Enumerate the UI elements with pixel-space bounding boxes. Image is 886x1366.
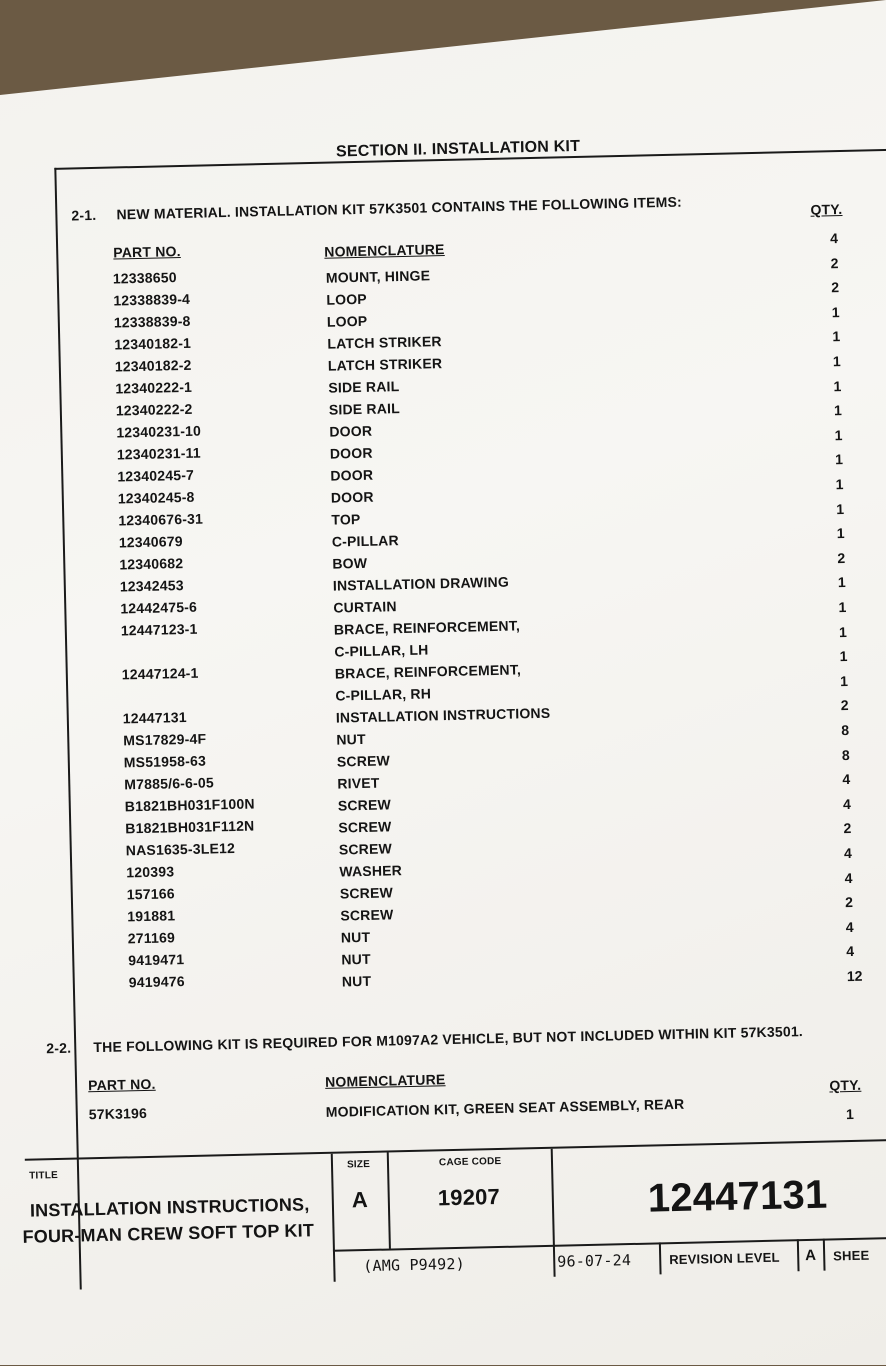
divider — [659, 1242, 662, 1274]
nomenclature: RIVET — [337, 774, 380, 792]
nomenclature: SCREW — [336, 752, 391, 770]
qty-value: 4 — [845, 918, 854, 935]
part-no-header: PART NO. — [113, 242, 181, 261]
paragraph-2-2-number: 2-2. — [46, 1039, 72, 1057]
qty-value: 12 — [846, 967, 863, 985]
part-number: 12447123-1 — [120, 620, 198, 639]
nomenclature: LATCH STRIKER — [327, 355, 443, 374]
divider — [551, 1149, 556, 1277]
cage-code-value: 19207 — [437, 1183, 501, 1211]
paragraph-2-1-number: 2-1. — [71, 206, 97, 224]
qty-value: 2 — [837, 549, 846, 566]
qty-value: 1 — [833, 402, 842, 419]
title-line-2: FOUR-MAN CREW SOFT TOP KIT — [22, 1220, 315, 1247]
qty-value: 4 — [842, 771, 851, 788]
nomenclature: NUT — [336, 730, 366, 748]
nomenclature: DOOR — [329, 444, 373, 462]
divider — [797, 1239, 800, 1271]
qty-value: 4 — [844, 869, 853, 886]
part-number: 9419471 — [128, 951, 185, 969]
part-number: 12338650 — [112, 269, 177, 287]
part-number: 9419476 — [128, 973, 185, 991]
nomenclature-continued: C-PILLAR, RH — [335, 685, 432, 704]
nomenclature: INSTALLATION INSTRUCTIONS — [335, 704, 551, 726]
nomenclature: LATCH STRIKER — [327, 333, 442, 352]
part-number: 12340182-2 — [114, 356, 192, 375]
divider — [333, 1236, 886, 1252]
part-number: 12340231-11 — [116, 444, 201, 463]
qty-value: 2 — [843, 820, 852, 837]
qty-value: 1 — [832, 353, 841, 370]
nomenclature: DOOR — [329, 422, 373, 440]
nomenclature: SIDE RAIL — [328, 400, 401, 418]
qty-value: 8 — [841, 746, 850, 763]
qty-value: 2 — [830, 254, 839, 271]
qty-value: 1 — [834, 426, 843, 443]
qty-value: 1 — [836, 525, 845, 542]
kit-qty: 1 — [845, 1105, 855, 1123]
nomenclature: DOOR — [330, 466, 374, 484]
nomenclature: CURTAIN — [333, 598, 397, 616]
part-number: B1821BH031F112N — [125, 817, 255, 837]
qty-value: 1 — [837, 574, 846, 591]
title-label: TITLE — [29, 1170, 59, 1182]
qty-value: 1 — [839, 648, 848, 665]
revision-level-value: A — [804, 1246, 817, 1265]
qty-value: 1 — [834, 451, 844, 468]
part-number: 12340222-2 — [115, 400, 193, 419]
part-no-header-2: PART NO. — [87, 1075, 156, 1094]
size-label: SIZE — [346, 1158, 371, 1171]
qty-value: 1 — [833, 377, 842, 394]
paragraph-2-1-heading: NEW MATERIAL. INSTALLATION KIT 57K3501 CONTAINS THE FOLLOWING ITEMS: — [116, 193, 683, 223]
qty-header: QTY. — [810, 200, 843, 218]
part-number: 12338839-4 — [113, 290, 191, 309]
divider — [823, 1239, 826, 1271]
part-number: 12340222-1 — [115, 378, 193, 397]
qty-value: 4 — [846, 943, 855, 960]
qty-value: 1 — [836, 500, 845, 517]
drawing-number: 12447131 — [647, 1172, 828, 1221]
qty-value: 4 — [829, 230, 839, 247]
part-number: 271169 — [127, 929, 176, 947]
qty-value: 2 — [831, 279, 840, 296]
qty-value: 1 — [839, 672, 849, 689]
part-number: 191881 — [127, 907, 176, 925]
part-number: 12340676-31 — [118, 510, 204, 529]
revision-level-label: REVISION LEVEL — [669, 1249, 780, 1268]
part-number: 12340245-8 — [117, 488, 195, 507]
nomenclature-header-2: NOMENCLATURE — [324, 1071, 446, 1090]
nomenclature-continued: C-PILLAR, LH — [334, 641, 429, 660]
sheet-label: SHEE — [833, 1247, 870, 1264]
title-line-1: INSTALLATION INSTRUCTIONS, — [29, 1194, 310, 1221]
amg-reference: (AMG P9492) — [363, 1254, 466, 1276]
nomenclature: WASHER — [339, 862, 403, 880]
part-number: 12342453 — [119, 577, 184, 595]
nomenclature: NUT — [341, 972, 372, 990]
part-number: B1821BH031F100N — [124, 795, 255, 815]
divider — [387, 1153, 391, 1249]
nomenclature: MOUNT, HINGE — [325, 267, 431, 286]
part-number: 12340679 — [118, 533, 183, 551]
title-block — [22, 1138, 886, 1290]
nomenclature-header: NOMENCLATURE — [324, 241, 445, 260]
date: 96-07-24 — [557, 1251, 632, 1271]
part-number: 12447131 — [122, 708, 187, 727]
qty-header-2: QTY. — [829, 1076, 862, 1094]
cage-code-label: CAGE CODE — [438, 1155, 502, 1169]
nomenclature: SCREW — [338, 818, 392, 836]
qty-value: 1 — [831, 303, 840, 321]
qty-value: 8 — [841, 721, 850, 739]
qty-value: 4 — [842, 795, 851, 812]
part-number: 157166 — [126, 885, 175, 903]
kit-part-no: 57K3196 — [88, 1104, 148, 1123]
qty-value: 2 — [840, 697, 849, 714]
part-number: MS51958-63 — [123, 752, 207, 771]
qty-value: 1 — [832, 328, 841, 345]
nomenclature: BOW — [332, 554, 368, 572]
part-number: MS17829-4F — [123, 730, 207, 749]
qty-value: 1 — [838, 623, 848, 640]
part-number: 12340682 — [119, 555, 184, 573]
size-value: A — [351, 1186, 369, 1213]
nomenclature: SIDE RAIL — [328, 378, 400, 396]
nomenclature: BRACE, REINFORCEMENT, — [334, 661, 522, 682]
qty-value: 4 — [843, 844, 853, 862]
part-number: M7885/6-6-05 — [124, 774, 215, 793]
nomenclature: BRACE, REINFORCEMENT, — [333, 617, 521, 638]
nomenclature: SCREW — [337, 796, 392, 814]
part-number: 12447124-1 — [121, 664, 199, 683]
qty-value: 1 — [835, 476, 844, 493]
section-title: SECTION II. INSTALLATION KIT — [335, 137, 581, 161]
nomenclature: LOOP — [326, 312, 368, 330]
nomenclature: NUT — [341, 950, 371, 968]
part-number: 12340245-7 — [117, 466, 195, 485]
part-number: 12338839-8 — [113, 312, 191, 331]
nomenclature: SCREW — [338, 840, 393, 858]
divider — [331, 1154, 336, 1282]
kit-nomenclature: MODIFICATION KIT, GREEN SEAT ASSEMBLY, REAR — [325, 1095, 685, 1120]
part-number: 12442475-6 — [120, 598, 198, 617]
nomenclature: TOP — [331, 510, 361, 528]
nomenclature: SCREW — [340, 906, 394, 924]
part-number: 120393 — [126, 863, 175, 881]
nomenclature: DOOR — [330, 488, 374, 506]
paragraph-2-2-heading: THE FOLLOWING KIT IS REQUIRED FOR M1097A2 VEHICLE, BUT NOT INCLUDED WITHIN KIT 57K3501. — [93, 1023, 804, 1056]
part-number: 12340231-10 — [116, 422, 202, 441]
qty-value: 2 — [844, 894, 854, 911]
nomenclature: INSTALLATION DRAWING — [332, 573, 510, 594]
qty-value: 1 — [838, 598, 847, 616]
nomenclature: C-PILLAR — [331, 532, 399, 550]
part-number: 12340182-1 — [114, 334, 192, 353]
nomenclature: SCREW — [339, 884, 394, 902]
part-number: NAS1635-3LE12 — [125, 839, 236, 859]
nomenclature: NUT — [340, 928, 371, 946]
nomenclature: LOOP — [326, 290, 368, 308]
